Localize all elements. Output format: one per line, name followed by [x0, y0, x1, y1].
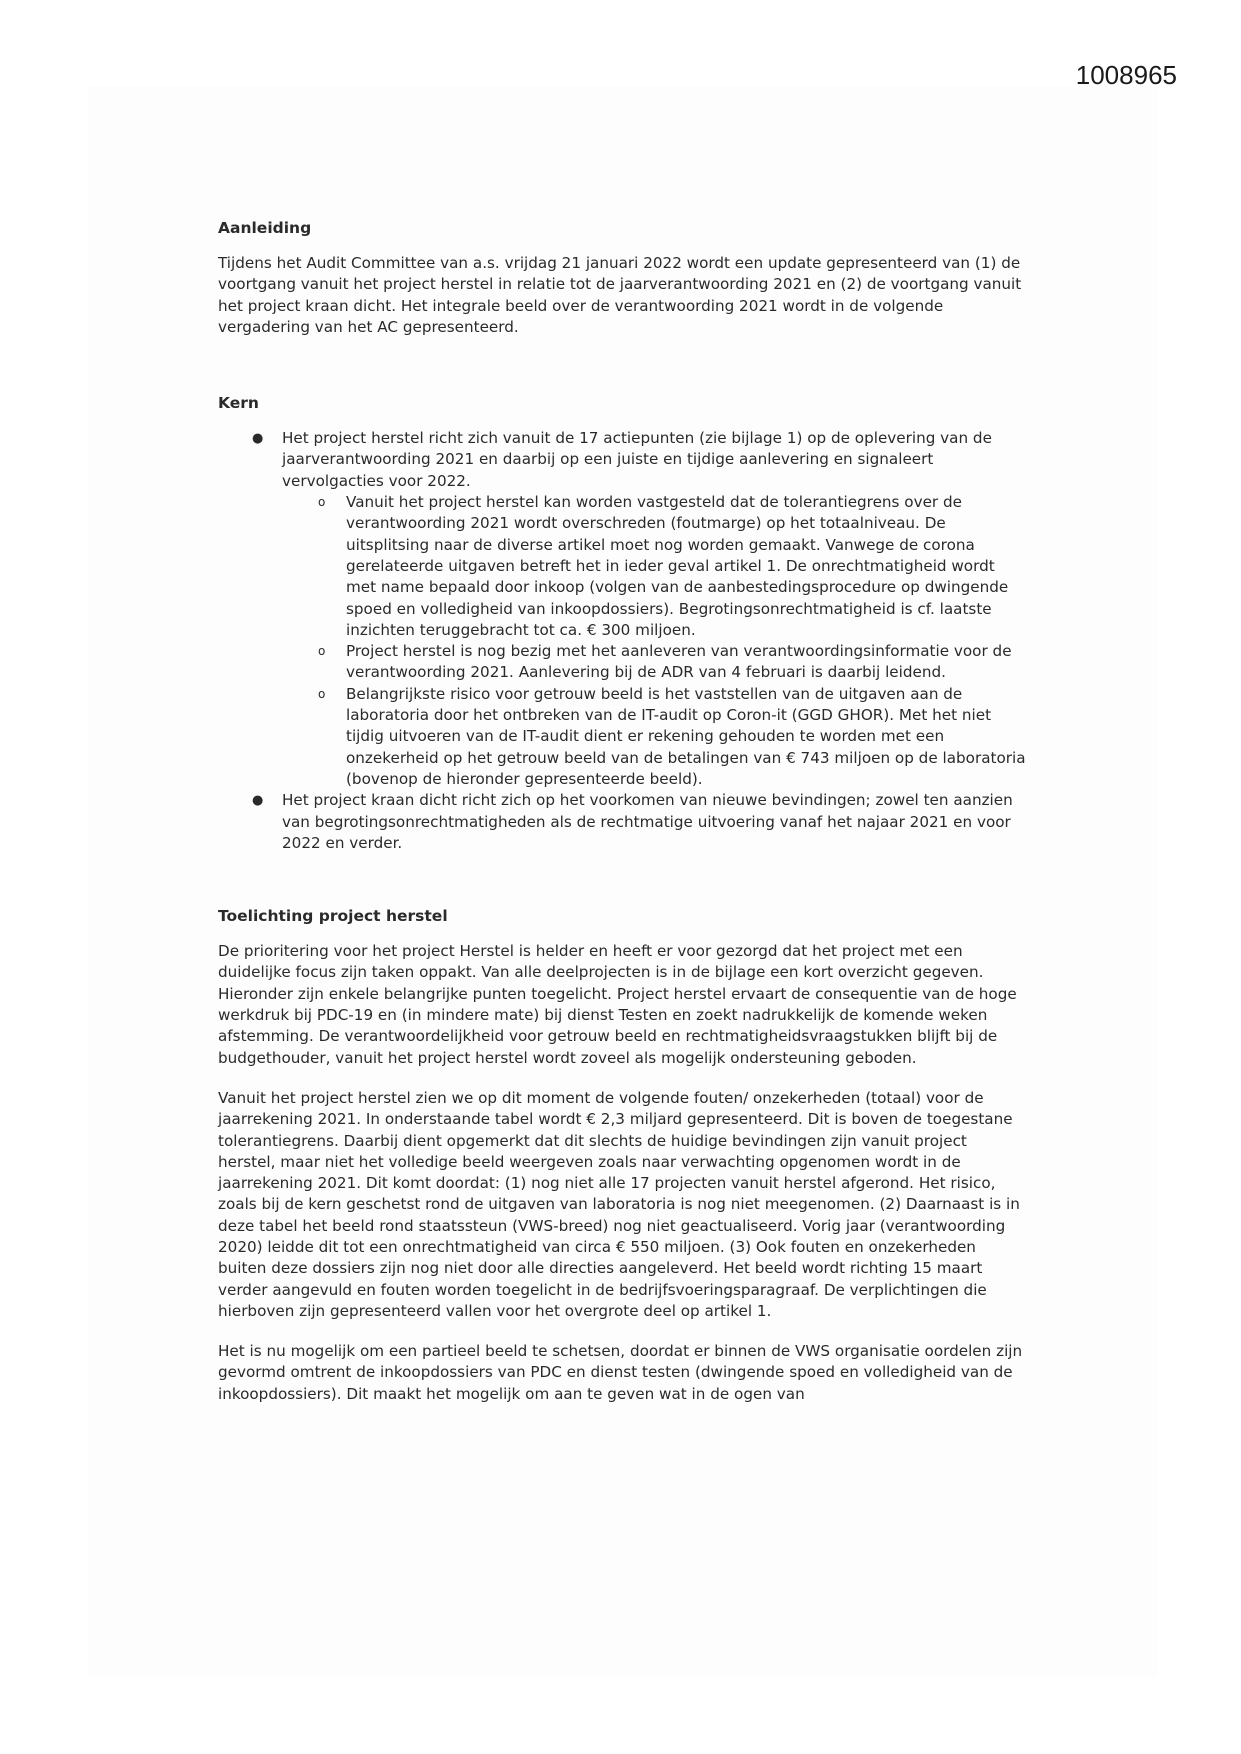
- paragraph: Vanuit het project herstel zien we op dit moment de volgende fouten/ onzekerheden (totaal) voor de jaarrekening 2021. In onderstaande tabel wordt € 2,3 miljard gepresenteerd. Dit is boven de toegestane tolerantiegrens. Daarbij dient opgemerkt dat dit slechts de huidige bevindingen zijn vanuit project herstel, maar niet het volledige beeld weergeven zoals naar verwachting opgenomen wordt in de jaarrekening 2021. Dit komt doordat: (1) nog niet alle 17 projecten vanuit herstel afgerond. Het risico, zoals bij de kern geschetst rond de uitgaven van laboratoria is nog niet meegenomen. (2) Daarnaast is in deze tabel het beeld rond staatssteun (VWS-breed) nog niet geactualiseerd. Vorig jaar (verantwoording 2020) leidde dit tot een onrechtmatigheid van circa € 550 miljoen. (3) Ook fouten en onzekerheden buiten deze dossiers zijn nog niet door alle directies aangeleverd. Het beeld wordt richting 15 maart verder aangevuld en fouten worden toegelicht in de bedrijfsvoeringsparagraaf. De verplichtingen die hierboven zijn gepresenteerd vallen voor het overgrote deel op artikel 1.: [218, 1088, 1020, 1320]
- document-body: [218, 218, 1028, 1405]
- sub-item: [318, 492, 1028, 641]
- sub-item-text: Vanuit het project herstel kan worden vastgesteld dat de tolerantiegrens over de verantwoording 2021 wordt overschreden (foutmarge) op het totaalniveau. De uitsplitsing naar de diverse artikel moet nog worden gemaakt. Vanwege de corona gerelateerde uitgaven betreft het in ieder geval artikel 1. De onrechtmatigheid wordt met name bepaald door inkoop (volgen van de aanbestedingsprocedure op dwingende spoed en volledigheid van inkoopdossiers). Begrotingsonrechtmatigheid is cf. laatste inzichten teruggebracht tot ca. € 300 miljoen.: [346, 493, 1009, 639]
- paragraph: De prioritering voor het project Herstel is helder en heeft er voor gezorgd dat het project met een duidelijke focus zijn taken oppakt. Van alle deelprojecten is in de bijlage een kort overzicht gegeven. Hieronder zijn enkele belangrijke punten toegelicht. Project herstel ervaart de consequentie van de hoge werkdruk bij PDC-19 en (in mindere mate) bij dienst Testen en zoekt nadrukkelijk de komende weken afstemming. De verantwoordelijkheid voor getrouw beeld en rechtmatigheidsvraagstukken blijft bij de budgethouder, vanuit het project herstel wordt zoveel als mogelijk ondersteuning geboden.: [218, 942, 1017, 1067]
- sub-item: [318, 641, 1028, 684]
- bullet-item-project-herstel: [218, 428, 1028, 790]
- bullet-icon: ●: [252, 793, 264, 809]
- paragraph: Het is nu mogelijk om een partieel beeld te schetsen, doordat er binnen de VWS organisatie oordelen zijn gevormd omtrent de inkoopdossiers van PDC en dienst testen (dwingende spoed en volledigheid van de inkoopdossiers). Dit maakt het mogelijk om aan te geven wat in de ogen van: [218, 1342, 1023, 1403]
- circle-bullet-icon: o: [318, 686, 326, 701]
- sub-item-text: Project herstel is nog bezig met het aanleveren van verantwoordingsinformatie voor de verantwoording 2021. Aanlevering bij de ADR van 4 februari is daarbij leidend.: [346, 642, 1012, 682]
- bullet-item-project-kraan-dicht: [218, 790, 1028, 854]
- section-heading-kern: Kern: [218, 394, 259, 413]
- section-toelichting: [218, 906, 1028, 1405]
- section-kern: [218, 393, 1028, 854]
- bullet-list: [218, 428, 1028, 854]
- circle-bullet-icon: o: [318, 644, 326, 659]
- document-number: 1008965: [1075, 60, 1177, 90]
- section-heading-toelichting: Toelichting project herstel: [218, 907, 448, 926]
- section-aanleiding: [218, 218, 1028, 338]
- sub-list: [282, 492, 1028, 790]
- bullet-text: Het project kraan dicht richt zich op het voorkomen van nieuwe bevindingen; zowel ten aanzien van begrotingsonrechtmatigheden als de rechtmatige uitvoering vanaf het najaar 2021 en voor 2022 en verder.: [282, 791, 1013, 852]
- paragraph-aanleiding: Tijdens het Audit Committee van a.s. vrijdag 21 januari 2022 wordt een update gepresenteerd van (1) de voortgang vanuit het project herstel in relatie tot de jaarverantwoording 2021 en (2) de voortgang vanuit het project kraan dicht. Het integrale beeld over de verantwoording 2021 wordt in de volgende vergadering van het AC gepresenteerd.: [218, 254, 1022, 336]
- sub-item-text: Belangrijkste risico voor getrouw beeld is het vaststellen van de uitgaven aan de laboratoria door het ontbreken van de IT-audit op Coron-it (GGD GHOR). Met het niet tijdig uitvoeren van de IT-audit dient er rekening gehouden te worden met een onzekerheid op het getrouw beeld van de betalingen van € 743 miljoen op de laboratoria (bovenop de hieronder gepresenteerde beeld).: [346, 684, 1026, 788]
- section-heading-aanleiding: Aanleiding: [218, 219, 312, 237]
- circle-bullet-icon: o: [318, 495, 326, 510]
- bullet-text: Het project herstel richt zich vanuit de 17 actiepunten (zie bijlage 1) op de oplevering van de jaarverantwoording 2021 en daarbij op een juiste en tijdige aanlevering en signaleert vervolgacties voor 2022.: [282, 429, 992, 490]
- bullet-icon: ●: [252, 431, 264, 447]
- sub-item: [318, 684, 1028, 790]
